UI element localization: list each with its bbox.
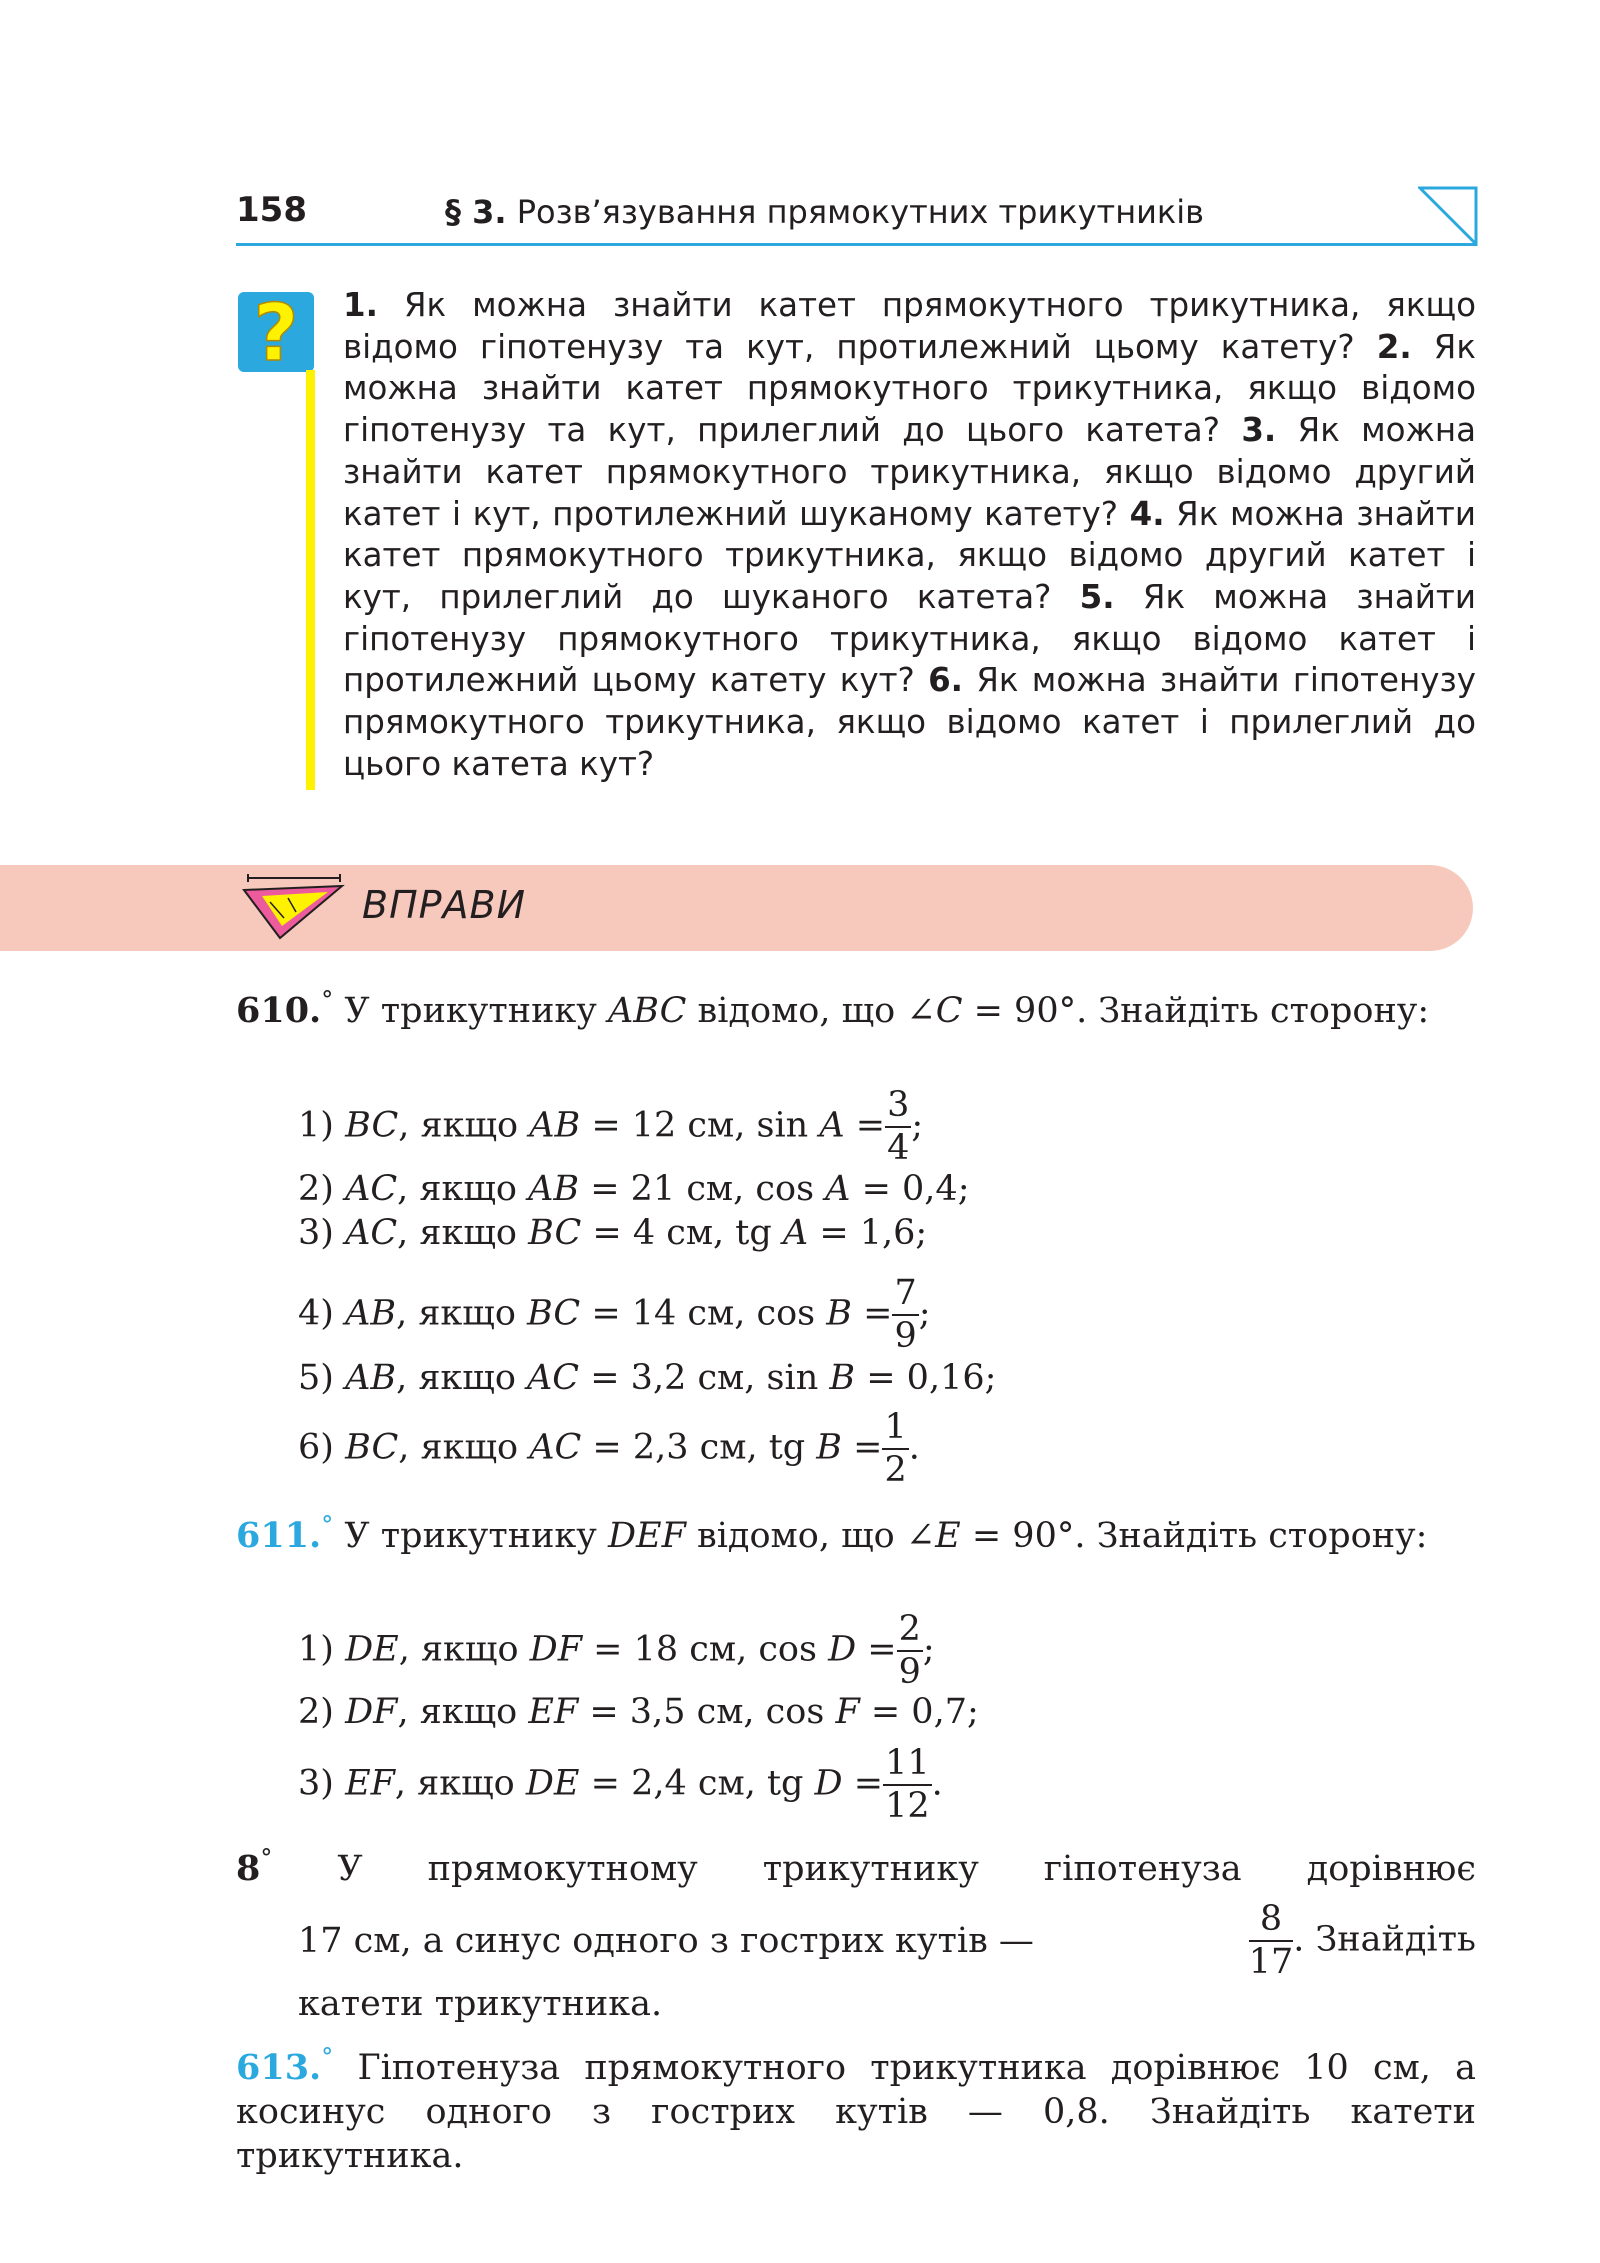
fraction: $\frac{1}{2}$ [884,1407,907,1490]
exercise-612-line3: катети трикутника. [298,1984,663,2024]
exercise-610: 610.° У трикутнику ABC відомо, що ∠C = 90°. Знайдіть сторону: [236,986,1430,1031]
fraction: $\frac{8}{17}$ [1248,1899,1294,1982]
question-text: Як можна знайти катет прямокутного трикутника, якщо відомо другий катет і кут, прилеглий до шуканого катета? [343,494,1476,616]
section-title-text: Розв’язування прямокутних трикутників [516,193,1204,231]
ruler-triangle-icon [240,872,350,942]
question-number: 5. [1079,577,1115,616]
svg-text:?: ? [253,289,299,376]
exercise-item: 5) AB, якщо AC = 3,2 см, sin B = 0,16; [298,1358,997,1398]
exercise-item: 3) AC, якщо BC = 4 см, tg A = 1,6; [298,1213,928,1253]
exercise-item: 3) EF, якщо DE = 2,4 см, tg D = $\frac{11}{12}$ . [298,1743,943,1826]
question-number: 3. [1241,411,1277,450]
exercises-title: ВПРАВИ [362,883,527,927]
question-text: Як можна знайти катет прямокутного трикутника, якщо відомо гіпотенузу та кут, протилежний цьому катету? [343,286,1476,366]
question-mark-icon [236,288,316,376]
exercise-item: 1) DE, якщо DF = 18 см, cos D = $\frac{2}{9}$ ; [298,1609,935,1692]
fraction: $\frac{3}{4}$ [887,1085,910,1168]
section-mark: § 3. [445,193,507,231]
header-rule [236,243,1476,246]
exercise-item: 2) DF, якщо EF = 3,5 см, cos F = 0,7; [298,1692,979,1732]
exercise-number: 611. [236,1515,322,1556]
section-title [445,193,1204,231]
right-triangle-icon [1418,186,1478,246]
question-text: Як можна знайти гіпотенузу прямокутного трикутника, якщо відомо катет і протилежний цьому катету кут? [343,577,1476,700]
exercise-item: 4) AB, якщо BC = 14 см, cos B = $\frac{7}{9}$ ; [298,1273,931,1356]
exercise-item: 2) AC, якщо AB = 21 см, cos A = 0,4; [298,1169,970,1209]
review-questions [343,285,1476,785]
question-number: 2. [1376,327,1412,366]
exercise-613: 613.° Гіпотенуза прямокутного трикутника дорівнює 10 см, а косинус одного з гострих кутів — 0,8. Знайдіть катети трикутника. [236,2043,1476,2176]
exercise-612-line2: 17 см, а синус одного з гострих кутів — $\frac{8}{17}$ . Знайдіть [298,1899,1476,1982]
exercise-612: 8° У прямокутному трикутнику гіпотенуза дорівнює [236,1844,1476,1889]
fraction: $\frac{11}{12}$ [885,1743,930,1826]
question-text: Як можна знайти катет прямокутного трикутника, якщо відомо другий катет і кут, протилежний шуканому катету? [343,411,1476,533]
fraction: $\frac{2}{9}$ [898,1609,921,1692]
question-number: 6. [928,661,964,700]
question-number: 4. [1129,494,1165,533]
question-number: 1. [343,286,378,324]
question-side-bar [306,370,315,790]
question-text: Як можна знайти гіпотенузу прямокутного трикутника, якщо відомо катет і прилеглий до цього катета кут? [343,661,1476,783]
fraction: $\frac{7}{9}$ [894,1273,917,1356]
question-text: Як можна знайти катет прямокутного трикутника, якщо відомо гіпотенузу та кут, прилеглий до цього катета? [343,327,1476,450]
exercise-number: 610. [236,990,322,1031]
exercise-item: 6) BC, якщо AC = 2,3 см, tg B = $\frac{1}{2}$ . [298,1407,920,1490]
exercises-banner [0,865,1473,951]
page-number: 158 [236,190,307,230]
exercise-number: 8 [236,1848,261,1889]
exercise-number: 613. [236,2047,322,2088]
exercise-item: 1) BC, якщо AB = 12 см, sin A = $\frac{3}{4}$ ; [298,1085,924,1168]
exercise-611: 611.° У трикутнику DEF відомо, що ∠E = 90°. Знайдіть сторону: [236,1511,1428,1556]
